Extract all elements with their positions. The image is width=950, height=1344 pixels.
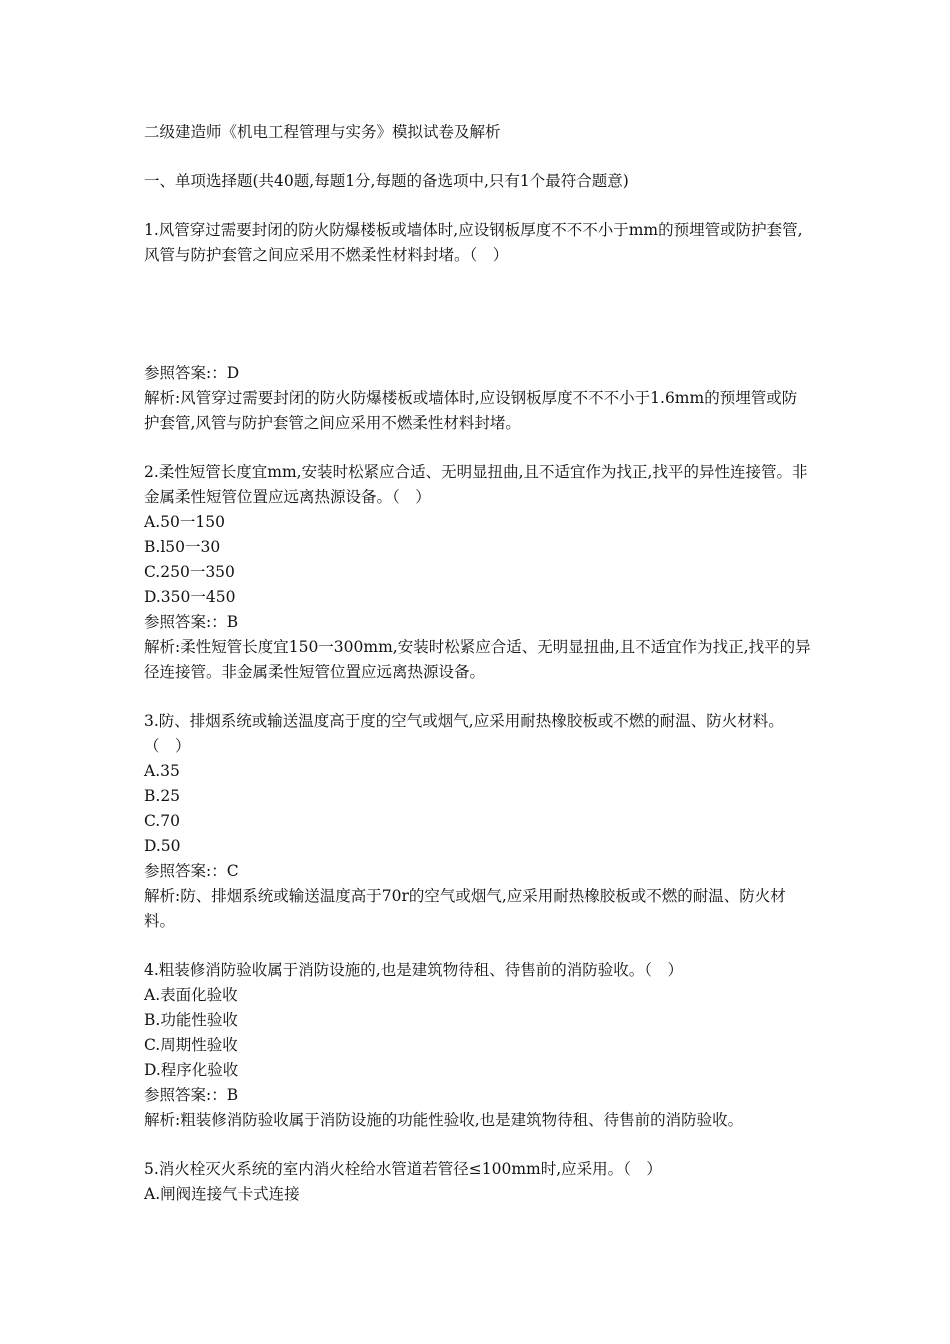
option-b: B.l50一30 [144,538,221,556]
option-c: C.250一350 [144,563,235,581]
question-stem: 1.风管穿过需要封闭的防火防爆楼板或墙体时,应设钢板厚度不不不小于mm的预埋管或防护套管,风管与防护套管之间应采用不燃柔性材料封堵。（ ） [144,221,803,264]
option-a: A.35 [144,762,180,780]
option-c: C.周期性验收 [144,1036,238,1054]
question-analysis: 解析:粗装修消防验收属于消防设施的功能性验收,也是建筑物待租、待售前的消防验收。 [144,1111,744,1129]
question-answer: 参照答案:：B [144,1086,239,1104]
question-1 [144,218,812,436]
option-d: D.程序化验收 [144,1061,239,1079]
option-a: A.表面化验收 [144,986,238,1004]
question-answer: 参照答案:：B [144,613,239,631]
question-stem: 5.消火栓灭火系统的室内消火栓给水管道若管径≤100mm时,应采用。（ ） [144,1160,662,1178]
question-analysis: 解析:风管穿过需要封闭的防火防爆楼板或墙体时,应设钢板厚度不不不小于1.6mm的预埋管或防护套管,风管与防护套管之间应采用不燃柔性材料封堵。 [144,389,798,432]
question-2 [144,460,812,685]
question-5 [144,1157,812,1207]
question-answer: 参照答案:：C [144,862,239,880]
question-3 [144,709,812,934]
section-heading: 一、单项选择题(共40题,每题1分,每题的备选项中,只有1个最符合题意) [144,172,629,190]
option-a: A.50一150 [144,513,225,531]
question-stem: 3.防、排烟系统或输送温度高于度的空气或烟气,应采用耐热橡胶板或不燃的耐温、防火材料。（ ） [144,712,784,755]
question-4 [144,958,812,1133]
option-b: B.功能性验收 [144,1011,238,1029]
option-d: D.50 [144,837,181,855]
document-title: 二级建造师《机电工程管理与实务》模拟试卷及解析 [144,123,501,141]
option-d: D.350一450 [144,588,236,606]
option-b: B.25 [144,787,181,805]
question-stem: 4.粗装修消防验收属于消防设施的,也是建筑物待租、待售前的消防验收。（ ） [144,961,683,979]
option-a: A.闸阀连接气卡式连接 [144,1185,300,1203]
question-answer: 参照答案:：D [144,364,240,382]
question-stem: 2.柔性短管长度宜mm,安装时松紧应合适、无明显扭曲,且不适宜作为找正,找平的异性连接管。非金属柔性短管位置应远离热源设备。（ ） [144,463,808,506]
question-analysis: 解析:柔性短管长度宜150一300mm,安装时松紧应合适、无明显扭曲,且不适宜作为找正,找平的异径连接管。非金属柔性短管位置应远离热源设备。 [144,638,811,681]
document-body [144,120,812,1207]
question-analysis: 解析:防、排烟系统或输送温度高于70r的空气或烟气,应采用耐热橡胶板或不燃的耐温、防火材料。 [144,887,786,930]
option-c: C.70 [144,812,180,830]
